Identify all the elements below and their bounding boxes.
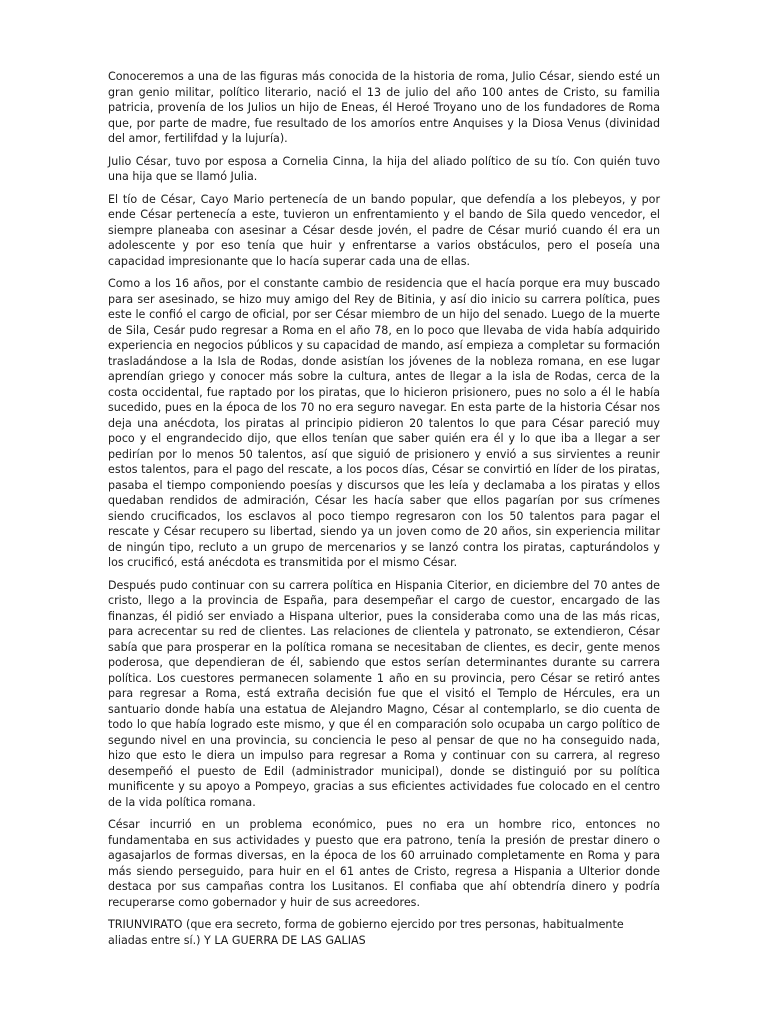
paragraph-hispania-citerior: Después pudo continuar con su carrera política en Hispania Citerior, en diciembre del 70 antes de cristo, llego a la provincia de España, para desempeñar el cargo de cuestor, encargado de las finanzas, él pidió ser enviado a Hispana ulterior, pues la consideraba como una de las más ricas, para acrecentar su red de clientes. Las relaciones de clientela y patronato, se extendieron, César sabía que para prosperar en la política romana se necesitaban de clientes, es decir, gente menos poderosa, que dependieran de él, sabiendo que estos serían determinantes durante su carrera política. Los cuestores permanecen solamente 1 año en su provincia, pero César se retiró antes para regresar a Roma, está extraña decisión fue que el visitó el Templo de Hércules, era un santuario donde había una estatua de Alejandro Magno, César al contemplarlo, se dio cuenta de todo lo que había logrado este mismo, y que él en comparación solo ocupaba un cargo político de segundo nivel en una provincia, su conciencia le peso al pensar de que no ha conseguido nada, hizo que esto le diera un impulso para regresar a Roma y continuar con su carrera, al regreso desempeñó el puesto de Edil (administrador municipal), donde se distinguió por su política munificente y su apoyo a Pompeyo, gracias a sus eficientes actividades fue colocado en el centro de la vida política romana.: [108, 578, 660, 809]
section-heading-triunvirato: TRIUNVIRATO (que era secreto, forma de gobierno ejercido por tres personas, habitualmente aliadas entre sí.) Y LA GUERRA DE LAS GALIAS: [108, 918, 624, 947]
document-page: [108, 69, 660, 955]
paragraph-economic-problem: César incurrió en un problema económico, pues no era un hombre rico, entonces no fundamentaba en sus actividades y puesto que era patrono, tenía la presión de prestar dinero o agasajarlos de formas diversas, en la época de los 60 arruinado completamente en Roma y para más siendo perseguido, para huir en el 61 antes de Cristo, regresa a Hispania a Ulterior donde destaca por sus campañas contra los Lusitanos. El confiaba que ahí obtendría dinero y podría recuperarse como gobernador y huir de sus acreedores.: [108, 818, 660, 909]
paragraph-pirates: Como a los 16 años, por el constante cambio de residencia que el hacía porque era muy buscado para ser asesinado, se hizo muy amigo del Rey de Bitinia, y así dio inicio su carrera política, pues este le confió el cargo de oficial, por ser César miembro de un hijo del senado. Luego de la muerte de Sila, Cesár pudo regresar a Roma en el año 78, en lo poco que llevaba de vida había adquirido experiencia en negocios públicos y su capacidad de mando, así empieza a completar su formación trasladándose a la Isla de Rodas, donde asistían los jóvenes de la nobleza romana, en ese lugar aprendían griego y conocer más sobre la cultura, antes de llegar a la isla de Rodas, cerca de la costa occidental, fue raptado por los piratas, que lo hicieron prisionero, pues no solo a él le había sucedido, pues en la época de los 70 no era seguro navegar. En esta parte de la historia César nos deja una anécdota, los piratas al principio pidieron 20 talentos lo que para César pareció muy poco y el engrandecido dijo, que ellos tenían que saber quién era él y lo que iba a llegar a ser pedirían por lo menos 50 talentos, así que siguió de prisionero y envió a sus sirvientes a reunir estos talentos, para el pago del rescate, a los pocos días, César se convirtió en líder de los piratas, pasaba el tiempo componiendo poesías y discursos que les leía y declamaba a los piratas y ellos quedaban rendidos de admiración, César les hacía saber que ellos pagarían por sus crímenes siendo crucificados, los esclavos al poco tiempo regresaron con los 50 talentos para pagar el rescate y César recupero su libertad, siendo ya un joven como de 20 años, sin experiencia militar de ningún tipo, recluto a un grupo de mercenarios y se lanzó contra los piratas, capturándolos y los crucificó, está anécdota es transmitida por el mismo César.: [108, 277, 660, 569]
paragraph-marriage: Julio César, tuvo por esposa a Cornelia Cinna, la hija del aliado político de su tío. Con quién tuvo una hija que se llamó Julia.: [108, 154, 660, 183]
paragraph-uncle-and-sila: El tío de César, Cayo Mario pertenecía de un bando popular, que defendía a los plebeyos, y por ende César pertenecía a este, tuvieron un enfrentamiento y el bando de Sila quedo vencedor, el siempre planeaba con asesinar a César desde jovén, el padre de César murió cuando él era un adolescente y por eso tenía que huir y enfrentarse a varios obstáculos, pero el poseía una capacidad impresionante que lo hacía superar cada una de ellas.: [108, 192, 660, 268]
paragraph-birth-and-lineage: Conoceremos a una de las figuras más conocida de la historia de roma, Julio César, siendo esté un gran genio militar, político literario, nació el 13 de julio del año 100 antes de Cristo, su familia patricia, provenía de los Julios un hijo de Eneas, él Heroé Troyano uno de los fundadores de Roma que, por parte de madre, fue resultado de los amoríos entre Anquises y la Diosa Venus (divinidad del amor, fertilifdad y la lujuría).: [108, 70, 660, 145]
